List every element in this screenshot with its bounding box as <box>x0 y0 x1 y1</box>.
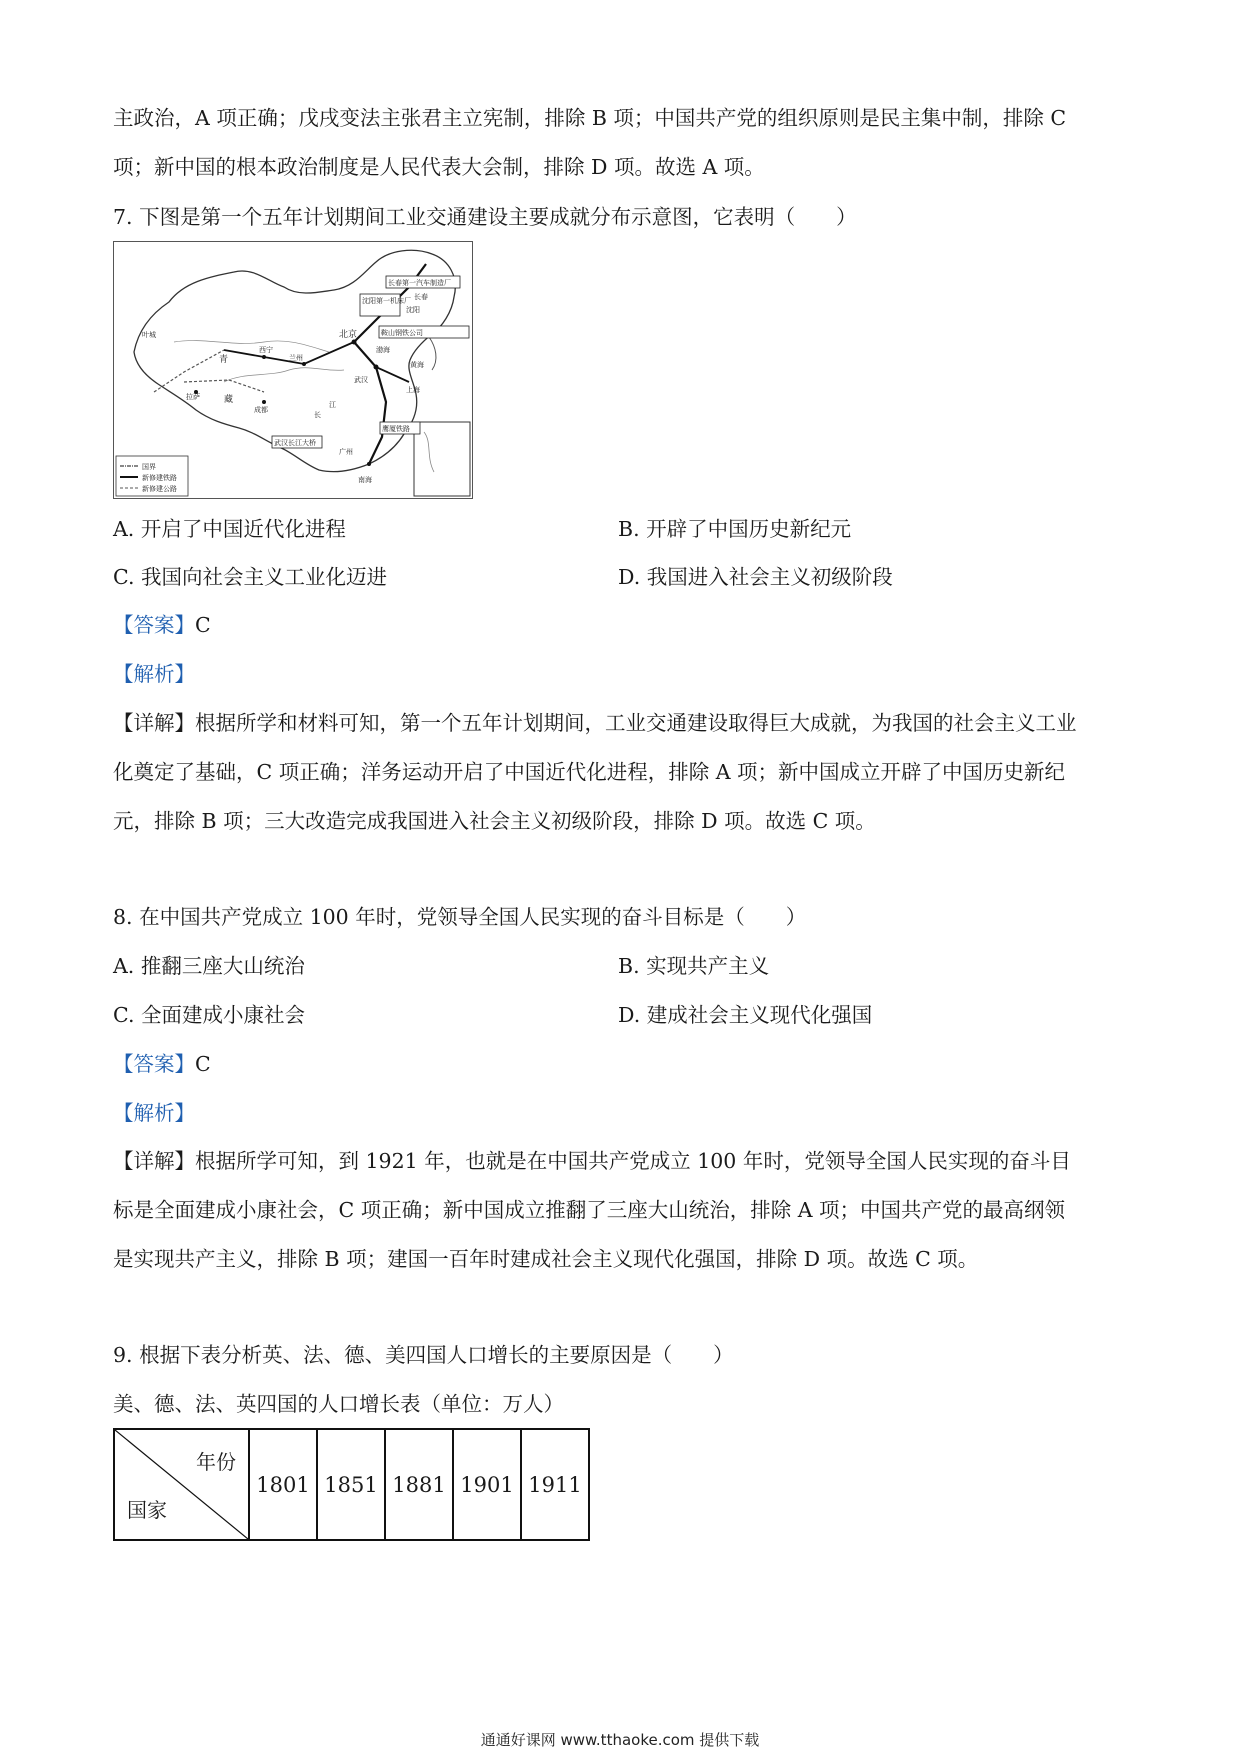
answer-value: C <box>195 613 211 637</box>
analysis-tag: 【解析】 <box>113 1101 195 1125</box>
legend-label: 新修建铁路 <box>142 474 177 482</box>
header-year-label: 年份 <box>196 1450 236 1474</box>
detail-line: 是实现共产主义，排除 B 项；建国一百年时建成社会主义现代化强国，排除 D 项。故选 C 项。 <box>113 1247 979 1271</box>
map-label: 武汉长江大桥 <box>274 439 316 447</box>
map-label: 拉萨 <box>186 393 200 401</box>
option-a: A. 推翻三座大山统治 <box>113 954 305 978</box>
map-label: 沈阳 <box>406 306 420 314</box>
map-label: 青 <box>219 355 229 365</box>
map-label: 黄海 <box>410 361 424 369</box>
detail-line: 化奠定了基础，C 项正确；洋务运动开启了中国近代化进程，排除 A 项；新中国成立开辟了中国历史新纪 <box>113 760 1066 784</box>
answer-tag: 【答案】 <box>113 1052 195 1076</box>
option-b: B. 开辟了中国历史新纪元 <box>618 517 852 541</box>
map-label: 武汉 <box>354 376 368 384</box>
page-footer: 通通好课网 www.tthaoke.com 提供下载 <box>480 1731 760 1749</box>
text-line: 项；新中国的根本政治制度是人民代表大会制，排除 D 项。故选 A 项。 <box>113 155 765 179</box>
answer-value: C <box>195 1052 211 1076</box>
map-label: 长 <box>314 411 321 419</box>
map-label: 叶城 <box>142 331 156 339</box>
map-label: 南海 <box>358 476 372 484</box>
map-label: 渤海 <box>376 346 390 354</box>
detail-line <box>113 709 1133 737</box>
detail-line: 标是全面建成小康社会，C 项正确；新中国成立推翻了三座大山统治，排除 A 项；中国共产党的最高纲领 <box>113 1198 1066 1222</box>
option-d: D. 我国进入社会主义初级阶段 <box>618 565 893 589</box>
detail-tag: 【详解】 <box>113 1149 195 1173</box>
map-label: 鞍山钢铁公司 <box>381 329 423 337</box>
population-table <box>113 1428 590 1541</box>
detail-line <box>113 1147 1133 1175</box>
detail-tag: 【详解】 <box>113 711 195 735</box>
answer-tag: 【答案】 <box>113 613 195 637</box>
map-label: 长春第一汽车制造厂 <box>388 279 451 287</box>
map-label: 沈阳第一机床厂 <box>362 297 411 305</box>
year-cell: 1881 <box>385 1429 453 1540</box>
year-cell: 1901 <box>453 1429 521 1540</box>
option-d: D. 建成社会主义现代化强国 <box>618 1003 873 1027</box>
option-c: C. 全面建成小康社会 <box>113 1003 305 1027</box>
question-8-stem: 8. 在中国共产党成立 100 年时，党领导全国人民实现的奋斗目标是（ ） <box>113 905 807 929</box>
china-map-figure <box>113 241 473 499</box>
map-label: 成都 <box>254 406 268 414</box>
question-7-stem: 7. 下图是第一个五年计划期间工业交通建设主要成就分布示意图，它表明（ ） <box>113 205 857 229</box>
detail-line: 元，排除 B 项；三大改造完成我国进入社会主义初级阶段，排除 D 项。故选 C 项。 <box>113 809 876 833</box>
map-graphic <box>114 242 472 498</box>
header-country-label: 国家 <box>127 1498 167 1522</box>
map-label: 西宁 <box>259 346 273 354</box>
option-a: A. 开启了中国近代化进程 <box>113 517 346 541</box>
option-c: C. 我国向社会主义工业化迈进 <box>113 565 387 589</box>
year-cell: 1851 <box>317 1429 385 1540</box>
map-label: 兰州 <box>289 354 303 362</box>
legend-label: 新修建公路 <box>142 485 177 493</box>
diagonal-header-cell <box>114 1429 249 1540</box>
detail-text: 根据所学可知，到 1921 年，也就是在中国共产党成立 100 年时，党领导全国人民实现的奋斗目 <box>195 1149 1071 1173</box>
map-label: 广州 <box>339 448 353 456</box>
detail-text: 根据所学和材料可知，第一个五年计划期间，工业交通建设取得巨大成就，为我国的社会主义工业 <box>195 711 1077 735</box>
map-label: 鹰厦铁路 <box>382 425 410 433</box>
analysis-tag: 【解析】 <box>113 662 195 686</box>
year-cell: 1801 <box>249 1429 317 1540</box>
table-header-row <box>114 1429 589 1540</box>
table-title: 美、德、法、英四国的人口增长表（单位：万人） <box>113 1392 564 1416</box>
question-9-stem: 9. 根据下表分析英、法、德、美四国人口增长的主要原因是（ ） <box>113 1343 734 1367</box>
map-label: 长春 <box>414 293 428 301</box>
option-b: B. 实现共产主义 <box>618 954 770 978</box>
year-cell: 1911 <box>521 1429 589 1540</box>
map-label: 藏 <box>224 395 234 405</box>
text-line: 主政治，A 项正确；戊戌变法主张君主立宪制，排除 B 项；中国共产党的组织原则是民主集中制，排除 C <box>113 106 1067 130</box>
answer-line <box>113 611 1133 639</box>
answer-line <box>113 1050 1133 1078</box>
legend-label: 国界 <box>142 463 156 471</box>
map-label: 江 <box>329 401 336 409</box>
map-label: 上海 <box>406 386 420 394</box>
map-label: 北京 <box>339 330 358 340</box>
